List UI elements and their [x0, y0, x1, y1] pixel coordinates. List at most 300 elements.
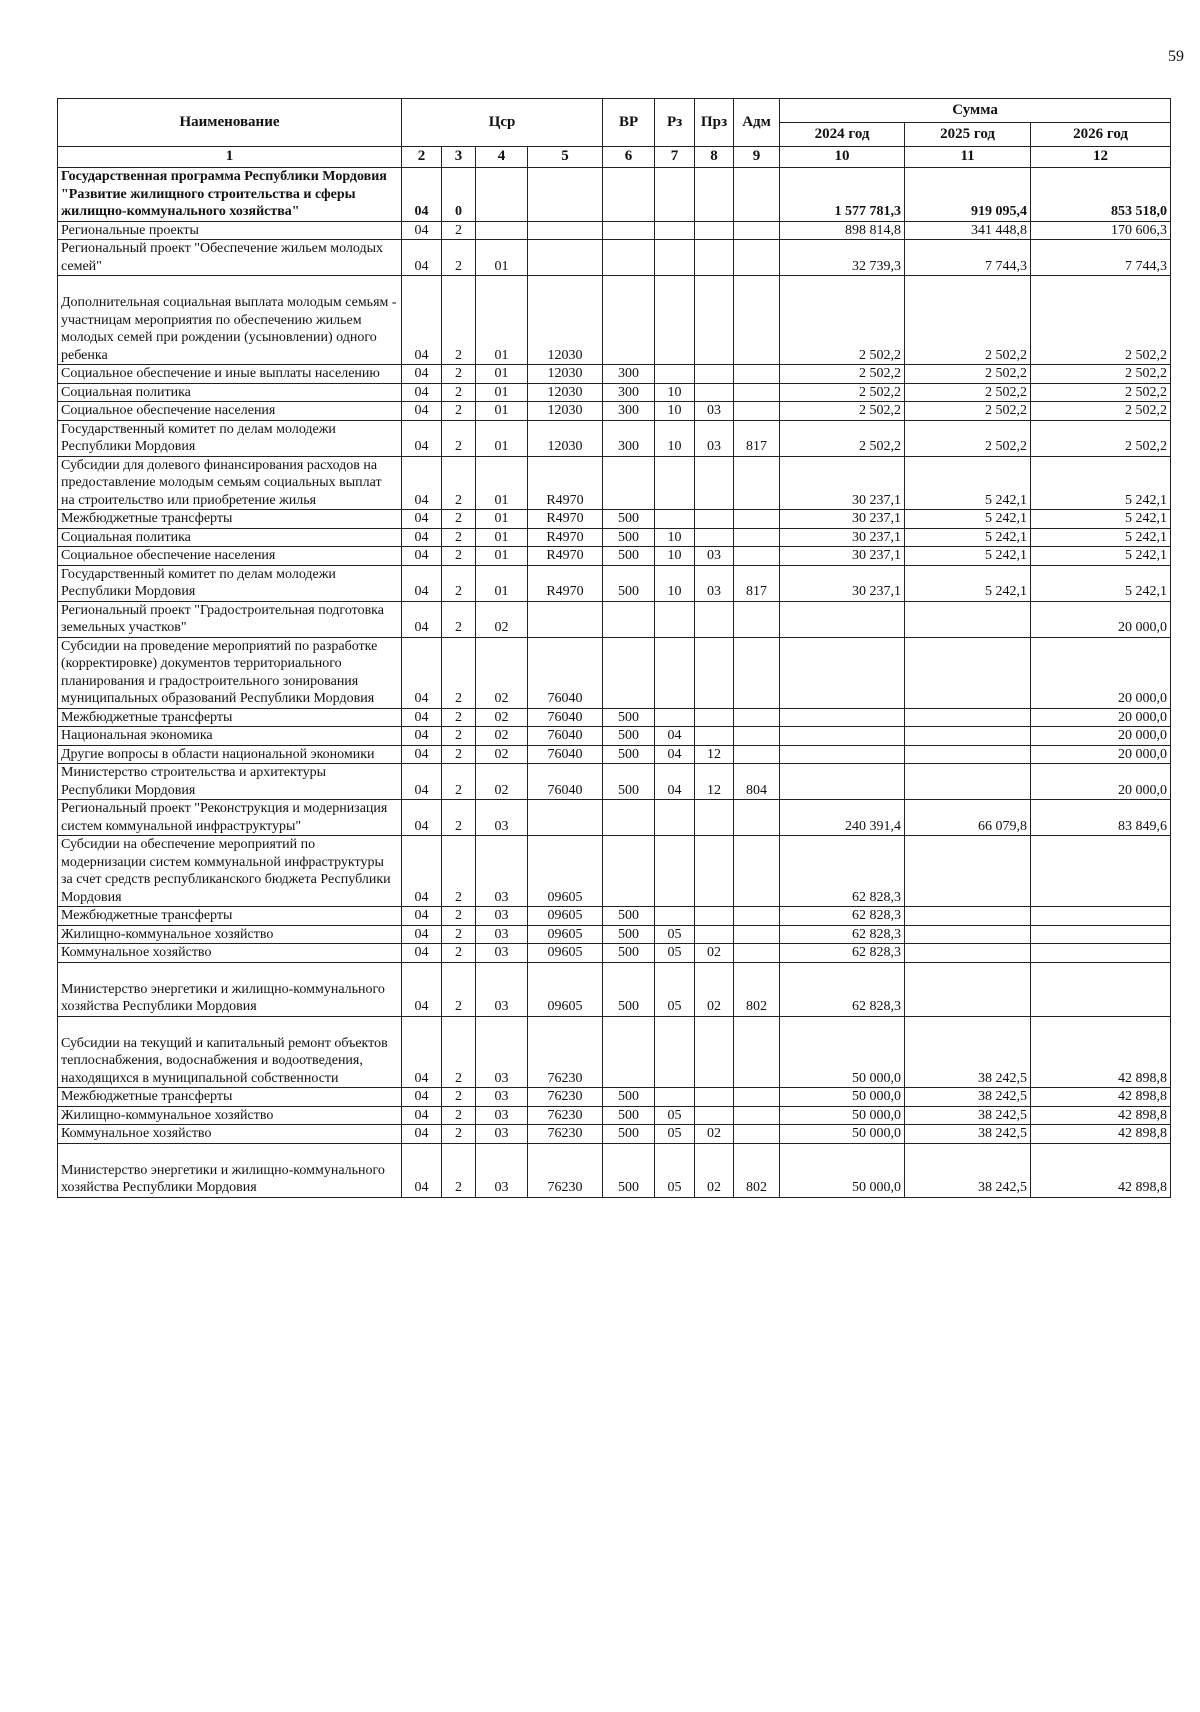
table-cell-vr: 500 — [603, 708, 655, 727]
table-cell-csr-4: 76040 — [528, 637, 603, 708]
table-cell-2025 — [905, 962, 1031, 1016]
table-cell-rz — [655, 510, 695, 529]
table-cell-csr-3: 02 — [476, 601, 528, 637]
table-row — [58, 836, 1171, 907]
table-cell-csr-2: 2 — [442, 1088, 476, 1107]
table-cell-2026: 20 000,0 — [1031, 601, 1171, 637]
table-cell-csr-2: 2 — [442, 528, 476, 547]
table-cell-prz — [695, 365, 734, 384]
table-cell-csr-3: 03 — [476, 1106, 528, 1125]
table-cell-vr: 500 — [603, 944, 655, 963]
table-cell-2026: 20 000,0 — [1031, 637, 1171, 708]
table-cell-name: Межбюджетные трансферты — [58, 708, 402, 727]
table-cell-adm — [734, 745, 780, 764]
table-cell-name: Региональный проект "Реконструкция и модернизация систем коммунальной инфраструктуры" — [58, 800, 402, 836]
table-cell-2024 — [780, 708, 905, 727]
table-cell-2024: 50 000,0 — [780, 1088, 905, 1107]
table-cell-2026: 20 000,0 — [1031, 745, 1171, 764]
table-row — [58, 240, 1171, 276]
table-cell-csr-4: 76230 — [528, 1106, 603, 1125]
table-cell-csr-2: 2 — [442, 601, 476, 637]
table-cell-rz — [655, 708, 695, 727]
table-cell-2026: 2 502,2 — [1031, 383, 1171, 402]
table-cell-adm — [734, 528, 780, 547]
table-row — [58, 402, 1171, 421]
table-cell-csr-1: 04 — [402, 383, 442, 402]
table-cell-2025 — [905, 764, 1031, 800]
table-cell-csr-2: 2 — [442, 836, 476, 907]
table-cell-2026: 42 898,8 — [1031, 1125, 1171, 1144]
table-cell-2025: 5 242,1 — [905, 528, 1031, 547]
table-cell-rz — [655, 276, 695, 365]
table-cell-csr-3: 01 — [476, 402, 528, 421]
table-cell-csr-4: 12030 — [528, 402, 603, 421]
table-cell-name: Субсидии на проведение мероприятий по разработке (корректировке) документов территориального планирования и градостроительного зонирования муниципальных образований Республики Мордовия — [58, 637, 402, 708]
table-cell-adm — [734, 276, 780, 365]
table-cell-csr-3: 01 — [476, 420, 528, 456]
table-row — [58, 1088, 1171, 1107]
table-cell-csr-1: 04 — [402, 708, 442, 727]
table-cell-prz — [695, 240, 734, 276]
table-cell-prz — [695, 836, 734, 907]
table-cell-2026: 42 898,8 — [1031, 1088, 1171, 1107]
table-cell-name: Социальная политика — [58, 383, 402, 402]
table-cell-csr-4: 76230 — [528, 1143, 603, 1197]
table-cell-csr-2: 2 — [442, 708, 476, 727]
table-cell-csr-1: 04 — [402, 764, 442, 800]
table-cell-rz: 10 — [655, 402, 695, 421]
table-row — [58, 708, 1171, 727]
table-cell-csr-3: 01 — [476, 565, 528, 601]
table-cell-rz: 05 — [655, 962, 695, 1016]
col-number: 9 — [734, 147, 780, 168]
table-cell-csr-2: 2 — [442, 510, 476, 529]
table-cell-2024 — [780, 637, 905, 708]
table-cell-2024: 2 502,2 — [780, 420, 905, 456]
table-cell-rz: 10 — [655, 565, 695, 601]
table-row — [58, 601, 1171, 637]
table-cell-name: Социальное обеспечение населения — [58, 402, 402, 421]
table-cell-adm — [734, 708, 780, 727]
table-cell-adm — [734, 1016, 780, 1088]
col-number: 8 — [695, 147, 734, 168]
table-cell-rz: 05 — [655, 1143, 695, 1197]
table-cell-name: Социальная политика — [58, 528, 402, 547]
table-cell-prz — [695, 456, 734, 510]
table-cell-2026 — [1031, 907, 1171, 926]
table-cell-2026: 20 000,0 — [1031, 764, 1171, 800]
table-cell-2024: 898 814,8 — [780, 221, 905, 240]
table-row — [58, 276, 1171, 365]
table-cell-2025 — [905, 745, 1031, 764]
table-cell-2024: 62 828,3 — [780, 907, 905, 926]
table-cell-2024: 50 000,0 — [780, 1106, 905, 1125]
table-cell-name — [58, 1016, 402, 1088]
table-cell-2026: 853 518,0 — [1031, 168, 1171, 222]
table-cell-prz: 03 — [695, 420, 734, 456]
table-cell-csr-3: 01 — [476, 276, 528, 365]
table-cell-prz — [695, 1016, 734, 1088]
header-year-2024: 2024 год — [780, 123, 905, 147]
table-cell-prz — [695, 925, 734, 944]
table-cell-prz — [695, 510, 734, 529]
table-cell-2026: 2 502,2 — [1031, 402, 1171, 421]
table-cell-adm — [734, 402, 780, 421]
table-cell-csr-2: 2 — [442, 745, 476, 764]
table-row — [58, 1016, 1171, 1088]
table-row — [58, 745, 1171, 764]
budget-table — [57, 98, 1171, 1198]
table-cell-prz — [695, 1088, 734, 1107]
table-cell-2026: 42 898,8 — [1031, 1106, 1171, 1125]
table-cell-csr-1: 04 — [402, 1016, 442, 1088]
table-cell-2024 — [780, 745, 905, 764]
table-cell-2024: 32 739,3 — [780, 240, 905, 276]
table-cell-2026: 2 502,2 — [1031, 276, 1171, 365]
table-cell-csr-2: 2 — [442, 240, 476, 276]
table-cell-2025: 2 502,2 — [905, 402, 1031, 421]
table-cell-prz: 03 — [695, 565, 734, 601]
table-cell-2026: 5 242,1 — [1031, 510, 1171, 529]
table-cell-prz — [695, 708, 734, 727]
table-cell-csr-4: 76040 — [528, 764, 603, 800]
table-cell-csr-1: 04 — [402, 456, 442, 510]
table-cell-csr-1: 04 — [402, 528, 442, 547]
table-cell-csr-3: 03 — [476, 1088, 528, 1107]
table-cell-rz — [655, 456, 695, 510]
table-cell-csr-1: 04 — [402, 944, 442, 963]
table-cell-csr-3: 03 — [476, 925, 528, 944]
table-cell-adm — [734, 925, 780, 944]
table-cell-csr-1: 04 — [402, 962, 442, 1016]
table-cell-csr-3: 03 — [476, 800, 528, 836]
table-cell-name: Межбюджетные трансферты — [58, 907, 402, 926]
table-cell-vr: 500 — [603, 1125, 655, 1144]
header-vr: ВР — [603, 99, 655, 147]
table-cell-csr-1: 04 — [402, 547, 442, 566]
table-cell-vr — [603, 240, 655, 276]
table-cell-adm — [734, 1125, 780, 1144]
table-cell-2025: 38 242,5 — [905, 1125, 1031, 1144]
row-name-text: Министерство энергетики и жилищно-коммунального хозяйства Республики Мордовия — [61, 1162, 385, 1195]
table-cell-adm: 802 — [734, 1143, 780, 1197]
table-cell-adm — [734, 365, 780, 384]
table-cell-name: Государственный комитет по делам молодежи Республики Мордовия — [58, 565, 402, 601]
header-rz: Рз — [655, 99, 695, 147]
table-cell-2025: 38 242,5 — [905, 1016, 1031, 1088]
table-cell-2025: 38 242,5 — [905, 1088, 1031, 1107]
table-row — [58, 528, 1171, 547]
table-cell-adm — [734, 800, 780, 836]
table-cell-csr-2: 2 — [442, 944, 476, 963]
table-cell-csr-3: 03 — [476, 962, 528, 1016]
table-cell-name: Межбюджетные трансферты — [58, 1088, 402, 1107]
table-cell-rz: 10 — [655, 547, 695, 566]
table-cell-2024: 50 000,0 — [780, 1016, 905, 1088]
table-cell-csr-4: 09605 — [528, 836, 603, 907]
table-cell-csr-1: 04 — [402, 240, 442, 276]
table-cell-vr: 500 — [603, 925, 655, 944]
table-row — [58, 365, 1171, 384]
table-cell-rz: 04 — [655, 727, 695, 746]
table-cell-csr-1: 04 — [402, 402, 442, 421]
table-cell-prz — [695, 276, 734, 365]
table-cell-2025 — [905, 637, 1031, 708]
table-cell-csr-4: 12030 — [528, 420, 603, 456]
table-cell-csr-1: 04 — [402, 168, 442, 222]
table-cell-csr-1: 04 — [402, 836, 442, 907]
table-cell-csr-2: 2 — [442, 221, 476, 240]
table-row — [58, 565, 1171, 601]
table-cell-vr: 500 — [603, 962, 655, 1016]
row-name-text: Министерство энергетики и жилищно-коммунального хозяйства Республики Мордовия — [61, 981, 385, 1014]
table-cell-adm — [734, 240, 780, 276]
table-cell-2025 — [905, 836, 1031, 907]
table-cell-vr: 500 — [603, 764, 655, 800]
table-cell-2025: 341 448,8 — [905, 221, 1031, 240]
table-cell-csr-1: 04 — [402, 1125, 442, 1144]
table-cell-csr-3: 02 — [476, 727, 528, 746]
table-cell-prz — [695, 528, 734, 547]
header-sum: Сумма — [780, 99, 1171, 123]
table-cell-name: Коммунальное хозяйство — [58, 1125, 402, 1144]
table-cell-csr-4: R4970 — [528, 456, 603, 510]
table-cell-name: Региональный проект "Градостроительная подготовка земельных участков" — [58, 601, 402, 637]
table-row — [58, 456, 1171, 510]
col-number: 1 — [58, 147, 402, 168]
table-cell-csr-3 — [476, 221, 528, 240]
table-cell-rz: 05 — [655, 1125, 695, 1144]
table-cell-csr-1: 04 — [402, 925, 442, 944]
table-cell-csr-2: 2 — [442, 1106, 476, 1125]
table-cell-csr-1: 04 — [402, 365, 442, 384]
table-cell-csr-3: 02 — [476, 637, 528, 708]
table-cell-vr: 300 — [603, 420, 655, 456]
col-number: 12 — [1031, 147, 1171, 168]
table-cell-csr-4 — [528, 168, 603, 222]
table-cell-csr-3: 01 — [476, 547, 528, 566]
table-cell-2024: 2 502,2 — [780, 365, 905, 384]
table-cell-csr-3 — [476, 168, 528, 222]
header-name: Наименование — [58, 99, 402, 147]
row-name-text: Дополнительная социальная выплата молодым семьям - участницам мероприятия по обеспечению жильем молодых семей при рождении (усыновлении) одного ребенка — [61, 295, 397, 363]
table-row — [58, 1125, 1171, 1144]
table-cell-csr-2: 2 — [442, 727, 476, 746]
table-cell-rz — [655, 240, 695, 276]
table-cell-csr-2: 2 — [442, 962, 476, 1016]
table-cell-vr: 500 — [603, 1143, 655, 1197]
table-cell-2025: 66 079,8 — [905, 800, 1031, 836]
table-cell-2026: 5 242,1 — [1031, 528, 1171, 547]
column-number-row — [58, 147, 1171, 168]
table-cell-2024: 30 237,1 — [780, 565, 905, 601]
table-cell-csr-1: 04 — [402, 1143, 442, 1197]
table-cell-adm — [734, 510, 780, 529]
table-cell-name: Субсидии для долевого финансирования расходов на предоставление молодым семьям социальных выплат на строительство или приобретение жилья — [58, 456, 402, 510]
table-cell-prz — [695, 800, 734, 836]
table-cell-csr-4: 76040 — [528, 708, 603, 727]
table-cell-name — [58, 962, 402, 1016]
table-cell-2025 — [905, 601, 1031, 637]
table-cell-2024 — [780, 764, 905, 800]
table-cell-2025 — [905, 925, 1031, 944]
table-cell-2025 — [905, 944, 1031, 963]
table-cell-csr-1: 04 — [402, 565, 442, 601]
table-cell-2025 — [905, 727, 1031, 746]
table-cell-rz: 04 — [655, 745, 695, 764]
table-cell-2026: 20 000,0 — [1031, 727, 1171, 746]
table-cell-vr — [603, 637, 655, 708]
table-cell-csr-3: 03 — [476, 907, 528, 926]
table-cell-vr — [603, 800, 655, 836]
table-cell-csr-1: 04 — [402, 800, 442, 836]
table-cell-prz — [695, 383, 734, 402]
table-cell-csr-4: 76040 — [528, 745, 603, 764]
table-cell-csr-1: 04 — [402, 601, 442, 637]
table-cell-vr — [603, 276, 655, 365]
col-number: 6 — [603, 147, 655, 168]
table-cell-csr-4: 76230 — [528, 1088, 603, 1107]
col-number: 4 — [476, 147, 528, 168]
table-cell-vr: 500 — [603, 1088, 655, 1107]
table-cell-csr-4: R4970 — [528, 565, 603, 601]
table-cell-adm — [734, 727, 780, 746]
table-cell-vr: 300 — [603, 365, 655, 384]
table-cell-csr-1: 04 — [402, 727, 442, 746]
table-cell-rz: 10 — [655, 420, 695, 456]
table-cell-name — [58, 1143, 402, 1197]
table-cell-csr-1: 04 — [402, 510, 442, 529]
table-cell-csr-3: 02 — [476, 764, 528, 800]
table-cell-csr-2: 2 — [442, 365, 476, 384]
table-cell-csr-4: 09605 — [528, 925, 603, 944]
table-cell-2024: 30 237,1 — [780, 547, 905, 566]
table-cell-adm — [734, 383, 780, 402]
table-cell-csr-4: R4970 — [528, 547, 603, 566]
table-cell-rz — [655, 907, 695, 926]
table-cell-csr-4 — [528, 601, 603, 637]
col-number: 7 — [655, 147, 695, 168]
table-cell-2026: 170 606,3 — [1031, 221, 1171, 240]
table-cell-2024 — [780, 727, 905, 746]
table-cell-2026: 2 502,2 — [1031, 420, 1171, 456]
table-cell-csr-3: 01 — [476, 456, 528, 510]
table-cell-vr — [603, 168, 655, 222]
col-number: 11 — [905, 147, 1031, 168]
table-cell-adm: 817 — [734, 420, 780, 456]
table-cell-csr-3: 03 — [476, 1125, 528, 1144]
table-cell-csr-3: 02 — [476, 708, 528, 727]
table-cell-rz — [655, 637, 695, 708]
table-cell-csr-1: 04 — [402, 221, 442, 240]
table-cell-adm — [734, 601, 780, 637]
table-cell-csr-4: 09605 — [528, 962, 603, 1016]
table-cell-prz — [695, 907, 734, 926]
table-cell-csr-4 — [528, 240, 603, 276]
table-cell-prz — [695, 168, 734, 222]
table-cell-csr-1: 04 — [402, 1106, 442, 1125]
table-cell-2025 — [905, 907, 1031, 926]
table-cell-csr-3: 01 — [476, 383, 528, 402]
table-row — [58, 907, 1171, 926]
table-cell-2026: 7 744,3 — [1031, 240, 1171, 276]
table-cell-name: Межбюджетные трансферты — [58, 510, 402, 529]
table-row — [58, 944, 1171, 963]
table-cell-2025: 2 502,2 — [905, 365, 1031, 384]
table-cell-vr — [603, 456, 655, 510]
table-cell-vr: 500 — [603, 547, 655, 566]
table-cell-rz — [655, 1088, 695, 1107]
header-csr: Цср — [402, 99, 603, 147]
table-cell-name: Социальное обеспечение населения — [58, 547, 402, 566]
table-cell-vr — [603, 836, 655, 907]
table-cell-prz — [695, 221, 734, 240]
table-cell-2026: 42 898,8 — [1031, 1143, 1171, 1197]
table-cell-csr-4: 76230 — [528, 1016, 603, 1088]
table-cell-csr-2: 2 — [442, 1016, 476, 1088]
table-cell-2026 — [1031, 925, 1171, 944]
table-cell-2024: 50 000,0 — [780, 1125, 905, 1144]
table-cell-2025: 5 242,1 — [905, 510, 1031, 529]
table-row — [58, 547, 1171, 566]
table-cell-rz — [655, 168, 695, 222]
table-cell-name: Государственная программа Республики Мордовия "Развитие жилищного строительства и сферы жилищно-коммунального хозяйства" — [58, 168, 402, 222]
table-cell-name: Социальное обеспечение и иные выплаты населению — [58, 365, 402, 384]
table-cell-adm: 802 — [734, 962, 780, 1016]
table-cell-csr-2: 2 — [442, 800, 476, 836]
table-cell-vr — [603, 601, 655, 637]
table-row — [58, 420, 1171, 456]
table-cell-2026: 5 242,1 — [1031, 456, 1171, 510]
table-cell-adm: 804 — [734, 764, 780, 800]
table-cell-2025: 2 502,2 — [905, 383, 1031, 402]
table-cell-name — [58, 276, 402, 365]
table-cell-csr-2: 2 — [442, 456, 476, 510]
table-cell-2026: 5 242,1 — [1031, 565, 1171, 601]
table-cell-csr-4 — [528, 800, 603, 836]
table-cell-prz — [695, 637, 734, 708]
table-cell-csr-1: 04 — [402, 907, 442, 926]
table-cell-name: Министерство строительства и архитектуры Республики Мордовия — [58, 764, 402, 800]
table-cell-csr-3: 02 — [476, 745, 528, 764]
table-cell-2024: 62 828,3 — [780, 925, 905, 944]
table-cell-csr-1: 04 — [402, 745, 442, 764]
table-cell-csr-2: 2 — [442, 383, 476, 402]
table-cell-rz: 04 — [655, 764, 695, 800]
table-cell-rz — [655, 1016, 695, 1088]
table-cell-2026 — [1031, 944, 1171, 963]
table-cell-vr: 300 — [603, 402, 655, 421]
table-row — [58, 764, 1171, 800]
table-cell-vr: 300 — [603, 383, 655, 402]
table-cell-vr — [603, 1016, 655, 1088]
table-cell-csr-2: 2 — [442, 547, 476, 566]
table-cell-rz — [655, 221, 695, 240]
table-cell-2026: 5 242,1 — [1031, 547, 1171, 566]
table-cell-rz: 05 — [655, 1106, 695, 1125]
table-cell-adm — [734, 456, 780, 510]
table-cell-2025 — [905, 708, 1031, 727]
table-cell-csr-4: R4970 — [528, 510, 603, 529]
table-cell-csr-1: 04 — [402, 637, 442, 708]
table-cell-prz: 02 — [695, 944, 734, 963]
table-cell-adm — [734, 221, 780, 240]
table-row — [58, 168, 1171, 222]
table-cell-csr-1: 04 — [402, 1088, 442, 1107]
table-cell-vr — [603, 221, 655, 240]
table-cell-2024 — [780, 601, 905, 637]
table-cell-2024: 2 502,2 — [780, 402, 905, 421]
